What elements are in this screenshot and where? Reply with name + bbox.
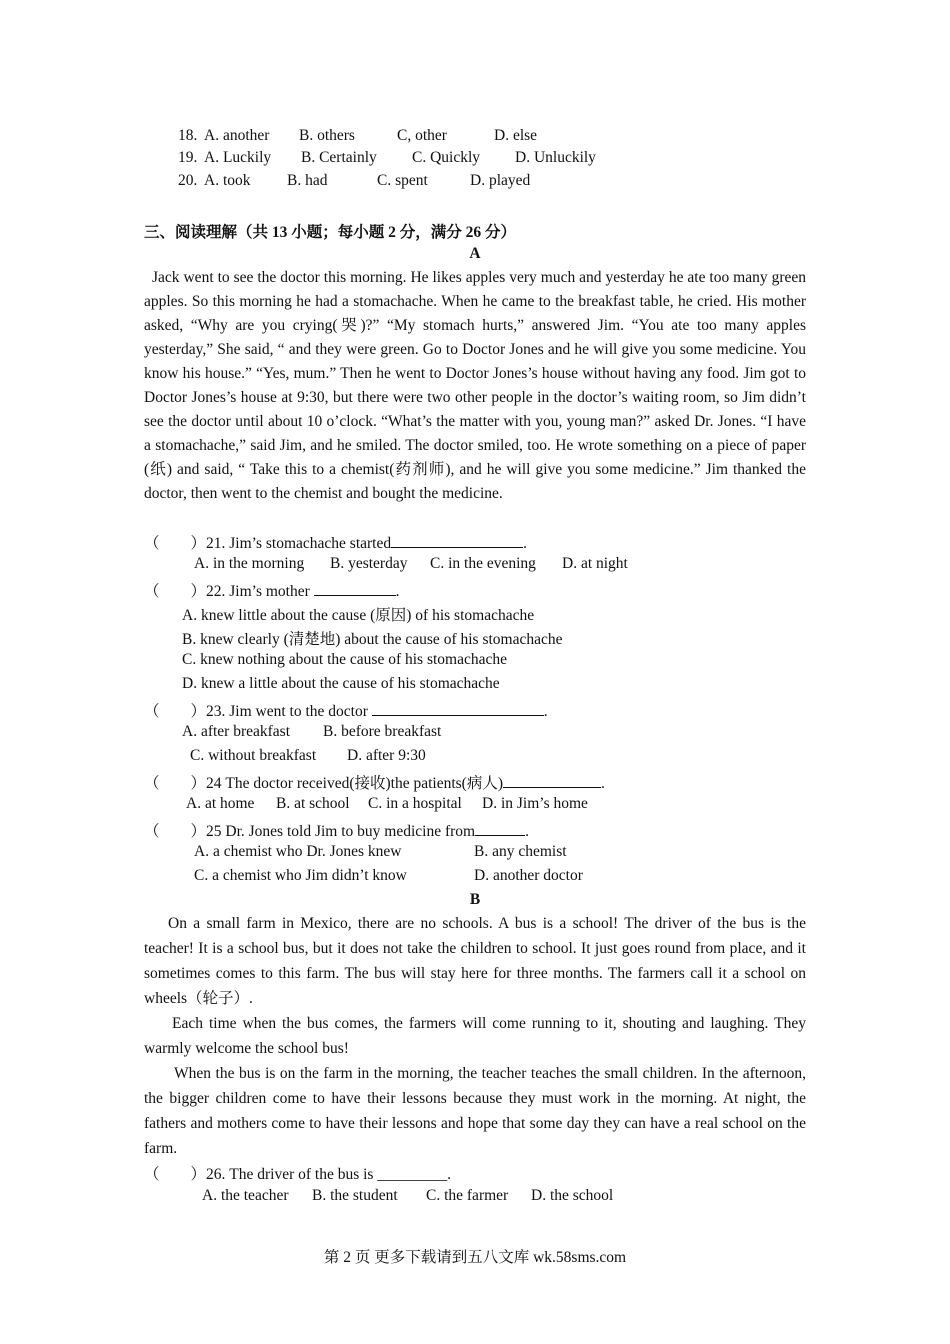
cloze-20-option-d: D. played [470,172,531,189]
q24-option-a: A. at home [186,795,255,812]
answer-bracket[interactable]: （ ） [144,775,207,792]
q25-option-d: D. another doctor [474,867,583,884]
answer-bracket[interactable]: （ ） [144,823,207,840]
question-21 [144,531,527,553]
cloze-19-option-d: D. Unluckily [515,149,596,166]
period: . [525,823,529,840]
question-23 [144,699,548,721]
answer-blank[interactable] [391,533,523,548]
q21-option-b: B. yesterday [330,555,408,572]
answer-bracket[interactable]: （ ） [144,583,207,600]
q22-option-d: D. knew a little about the cause of his stomachache [182,675,500,692]
answer-bracket[interactable]: （ ） [144,1166,207,1183]
q23-option-a: A. after breakfast [182,723,291,740]
question-24 [144,771,605,793]
q21-option-a: A. in the morning [194,555,305,572]
q24-option-d: D. in Jim’s home [482,795,588,812]
cloze-18-number: 18. [178,127,198,144]
passage-a-heading: A [469,245,481,262]
passage-b-heading: B [469,891,481,908]
q21-option-c: C. in the evening [430,555,536,572]
passage-a-text: Jack went to see the doctor this morning. He likes apples very much and yesterday he ate too many green apples. So this morning he had a stomachache. When he came to the breakfast table, he cried. His mother asked, “Why are you crying(哭)?” “My stomach hurts,” answered Jim. “You ate too many apples yesterday,” She said, “ and they were green. Go to Doctor Jones and he will give you some medicine. You know his house.” “Yes, mum.” Then he went to Doctor Jones’s house without having any food. Jim got to Doctor Jones’s house at 9:30, but there were two other people in the doctor’s waiting room, so Jim didn’t see the doctor until about 10 o’clock. “What’s the matter with you, young man?” asked Dr. Jones. “I have a stomachache,” said Jim, and he smiled. The doctor smiled, too. He wrote something on a piece of paper (纸) and said, “ Take this to a chemist(药剂师), and he will give you some medicine.” Jim thanked the doctor, then went to the chemist and bought the medicine. [144,269,806,502]
q23-option-c: C. without breakfast [190,747,317,764]
question-25 [144,819,529,841]
q26-option-b: B. the student [312,1187,398,1204]
q22-option-c: C. knew nothing about the cause of his stomachache [182,651,507,668]
question-24-stem: 24 The doctor received(接收)the patients(病人) [206,775,503,792]
period: . [543,703,548,720]
answer-bracket[interactable]: （ ） [144,703,207,720]
section-title: 三、阅读理解（共 13 小题；每小题 2 分，满分 26 分） [144,224,517,241]
q23-option-b: B. before breakfast [323,723,442,740]
q26-option-a: A. the teacher [202,1187,289,1204]
q21-option-d: D. at night [562,555,628,572]
question-25-stem: 25 Dr. Jones told Jim to buy medicine from [206,823,476,840]
q25-option-a: A. a chemist who Dr. Jones knew [194,843,402,860]
question-21-stem: 21. Jim’s stomachache started [206,535,392,552]
q23-option-d: D. after 9:30 [347,747,426,764]
passage-b-paragraph-2: Each time when the bus comes, the farmers will come running to it, shouting and laughing. They warmly welcome the school bus! [144,1015,806,1057]
q22-option-a: A. knew little about the cause (原因) of his stomachache [182,607,535,624]
q26-option-d: D. the school [531,1187,614,1204]
passage-b-paragraph-3: When the bus is on the farm in the morning, the teacher teaches the small children. In the afternoon, the bigger children come to have their lessons because they must work in the morning. At night, the fathers and mothers come to have their lessons and hope that some day they can have a real school on the farm. [144,1065,806,1157]
cloze-19-option-c: C. Quickly [412,149,481,166]
period: . [395,583,400,600]
cloze-20-option-b: B. had [287,172,328,189]
cloze-19-option-b: B. Certainly [301,149,377,166]
cloze-20-option-a: A. took [204,172,251,189]
question-22-stem: 22. Jim’s mother [206,583,314,600]
question-23-stem: 23. Jim went to the doctor [206,703,372,720]
passage-b-paragraph-1: On a small farm in Mexico, there are no schools. A bus is a school! The driver of the bus is the teacher! It is a school bus, but it does not take the children to school. It just goes round from place, and it sometimes comes to this farm. The bus will stay here for three months. The farmers call it a school on wheels（轮子）. [144,915,806,1007]
period: . [523,535,527,552]
cloze-19-option-a: A. Luckily [204,149,272,166]
answer-blank[interactable] [372,701,544,716]
answer-bracket[interactable]: （ ） [144,535,207,552]
q25-option-b: B. any chemist [474,843,567,860]
q24-option-c: C. in a hospital [368,795,462,812]
q26-option-c: C. the farmer [426,1187,509,1204]
cloze-18-option-b: B. others [299,127,355,144]
page-footer: 第 2 页 更多下载请到五八文库 wk.58sms.com [323,1249,627,1266]
cloze-18-option-a: A. another [204,127,270,144]
question-26 [144,1162,451,1184]
cloze-19-number: 19. [178,149,198,166]
question-26-stem: 26. The driver of the bus is _________. [206,1166,451,1183]
cloze-18-option-d: D. else [494,127,538,144]
q24-option-b: B. at school [276,795,350,812]
question-22 [144,579,400,601]
cloze-20-option-c: C. spent [377,172,428,189]
cloze-20-number: 20. [178,172,198,189]
answer-blank[interactable] [503,773,601,788]
q25-option-c: C. a chemist who Jim didn’t know [194,867,407,884]
answer-blank[interactable] [475,821,525,836]
q22-option-b: B. knew clearly (清楚地) about the cause of his stomachache [182,631,563,648]
answer-blank[interactable] [314,581,396,596]
cloze-18-option-c: C, other [397,127,447,144]
period: . [601,775,605,792]
